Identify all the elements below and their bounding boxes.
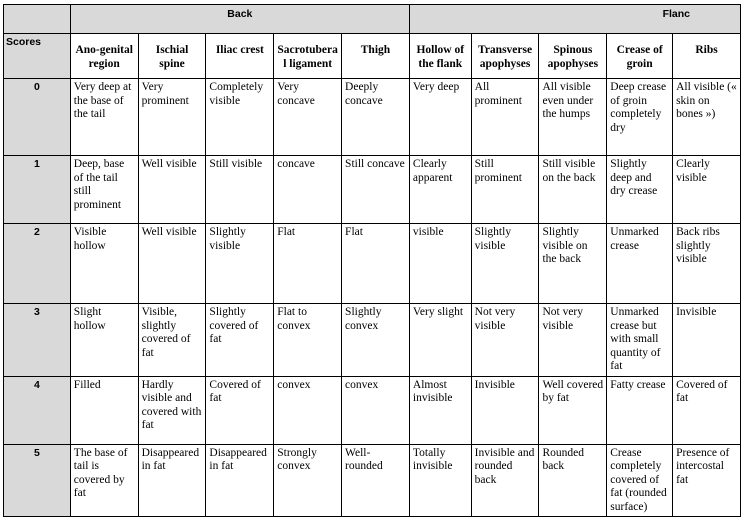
column-header: Crease of groin [607, 34, 673, 79]
body-condition-table-container [3, 4, 741, 517]
table-cell: Totally invisible [409, 444, 471, 517]
table-row [4, 79, 741, 156]
table-cell: Visible, slightly covered of fat [138, 304, 206, 377]
table-cell: Well-rounded [342, 444, 410, 517]
score-cell: 3 [4, 304, 71, 377]
table-cell: Invisible and rounded back [471, 444, 539, 517]
table-cell: Not very visible [471, 304, 539, 377]
table-cell: Disappeared in fat [138, 444, 206, 517]
group-header-back: Back [70, 5, 409, 34]
table-cell: Still concave [342, 156, 410, 224]
table-cell: Very slight [409, 304, 471, 377]
table-cell: Covered of fat [673, 376, 741, 444]
table-cell: Flat to convex [274, 304, 342, 377]
table-cell: Rounded back [539, 444, 607, 517]
table-cell: visible [409, 224, 471, 304]
table-cell: Deep crease of groin completely dry [607, 79, 673, 156]
table-cell: Covered of fat [206, 376, 274, 444]
table-cell: Slightly deep and dry crease [607, 156, 673, 224]
table-cell: Slightly visible [206, 224, 274, 304]
table-cell: All prominent [471, 79, 539, 156]
table-cell: Slightly visible [471, 224, 539, 304]
table-cell: Back ribs slightly visible [673, 224, 741, 304]
column-header-row [4, 34, 741, 79]
column-header: Hollow of the flank [409, 34, 471, 79]
table-cell: Strongly convex [274, 444, 342, 517]
table-cell: Filled [70, 376, 138, 444]
table-cell: concave [274, 156, 342, 224]
table-cell: Completely visible [206, 79, 274, 156]
table-cell: Still visible [206, 156, 274, 224]
column-header: Thigh [342, 34, 410, 79]
table-cell: Disappeared in fat [206, 444, 274, 517]
table-cell: Slightly covered of fat [206, 304, 274, 377]
score-cell: 1 [4, 156, 71, 224]
table-cell: Crease completely covered of fat (rounded surface) [607, 444, 673, 517]
table-cell: Well covered by fat [539, 376, 607, 444]
table-cell: convex [342, 376, 410, 444]
table-row [4, 376, 741, 444]
score-cell: 0 [4, 79, 71, 156]
column-header: Spinous apophyses [539, 34, 607, 79]
table-cell: Unmarked crease but with small quantity of fat [607, 304, 673, 377]
table-row [4, 444, 741, 517]
table-cell: All visible (« skin on bones ») [673, 79, 741, 156]
column-header: Sacrotuberal ligament [274, 34, 342, 79]
table-cell: Well visible [138, 156, 206, 224]
table-cell: All visible even under the humps [539, 79, 607, 156]
table-cell: Clearly apparent [409, 156, 471, 224]
table-cell: Slight hollow [70, 304, 138, 377]
group-header-flanc: Flanc [409, 5, 740, 34]
table-cell: Still visible on the back [539, 156, 607, 224]
body-condition-scoring-table [3, 4, 741, 517]
score-cell: 5 [4, 444, 71, 517]
table-row [4, 224, 741, 304]
table-cell: Very prominent [138, 79, 206, 156]
table-cell: Visible hollow [70, 224, 138, 304]
table-cell: Presence of intercostal fat [673, 444, 741, 517]
column-header: Ano-genital region [70, 34, 138, 79]
column-header: Ribs [673, 34, 741, 79]
table-cell: Unmarked crease [607, 224, 673, 304]
table-cell: Fatty crease [607, 376, 673, 444]
table-cell: Not very visible [539, 304, 607, 377]
table-cell: Flat [274, 224, 342, 304]
table-cell: Well visible [138, 224, 206, 304]
table-cell: Almost invisible [409, 376, 471, 444]
table-cell: Very concave [274, 79, 342, 156]
table-cell: Flat [342, 224, 410, 304]
corner-cell [4, 5, 71, 34]
table-row [4, 304, 741, 377]
table-cell: Invisible [471, 376, 539, 444]
table-cell: Deep, base of the tail still prominent [70, 156, 138, 224]
column-header: Iliac crest [206, 34, 274, 79]
table-cell: Invisible [673, 304, 741, 377]
table-cell: The base of tail is covered by fat [70, 444, 138, 517]
table-cell: Slightly visible on the back [539, 224, 607, 304]
table-cell: Clearly visible [673, 156, 741, 224]
table-cell: Slightly convex [342, 304, 410, 377]
table-cell: Very deep at the base of the tail [70, 79, 138, 156]
table-cell: Very deep [409, 79, 471, 156]
table-row [4, 156, 741, 224]
group-header-row [4, 5, 741, 34]
table-cell: Still prominent [471, 156, 539, 224]
table-cell: convex [274, 376, 342, 444]
column-header: Transverse apophyses [471, 34, 539, 79]
column-header: Ischial spine [138, 34, 206, 79]
table-cell: Deeply concave [342, 79, 410, 156]
table-cell: Hardly visible and covered with fat [138, 376, 206, 444]
scores-header: Scores [4, 34, 71, 79]
score-cell: 2 [4, 224, 71, 304]
score-cell: 4 [4, 376, 71, 444]
